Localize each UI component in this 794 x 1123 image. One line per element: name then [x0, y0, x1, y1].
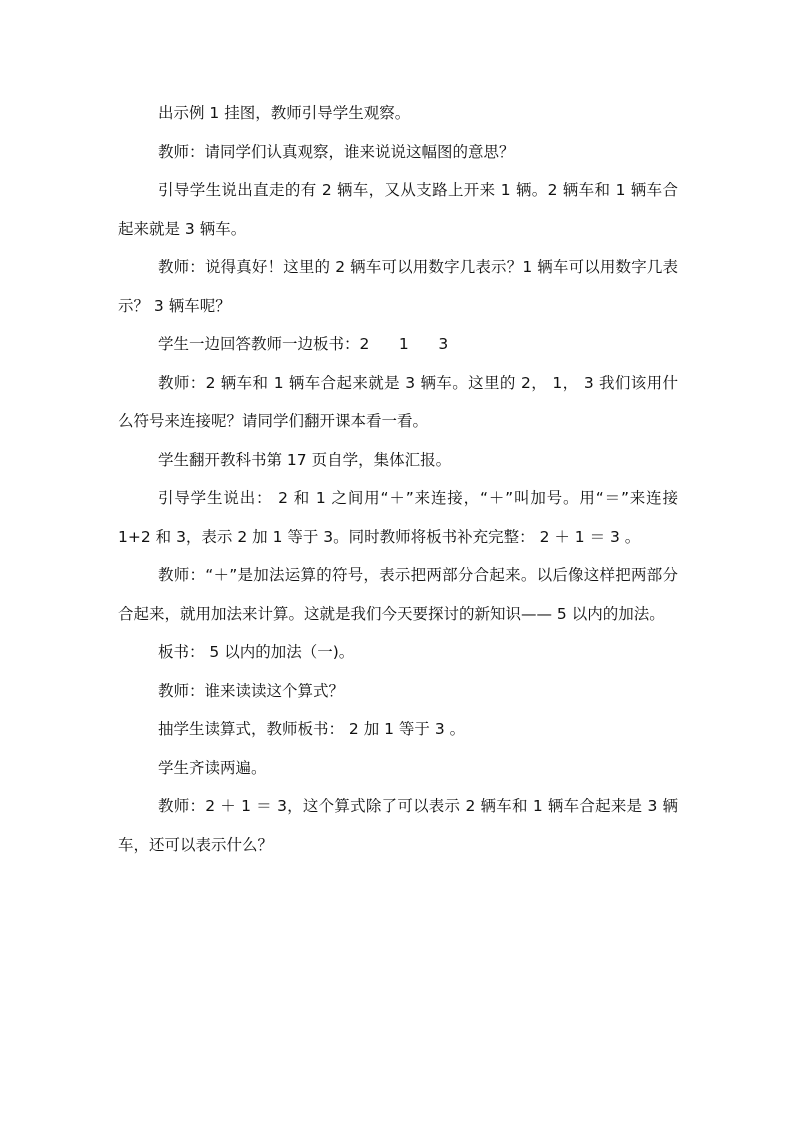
paragraph-7: 学生翻开教科书第 17 页自学，集体汇报。 — [158, 450, 452, 469]
document-body — [118, 94, 683, 864]
paragraph-1: 出示例 1 挂图，教师引导学生观察。 — [158, 104, 411, 122]
paragraph-6: 教师：2 辆车和 1 辆车合起来就是 3 辆车。这里的 2， 1， 3 我们该用什么符号来连接呢？请同学们翻开课本看一看。 — [118, 373, 678, 430]
paragraph-8: 引导学生说出： 2 和 1 之间用“＋”来连接，“＋”叫加号。用“＝”来连接 1+2 和 3，表示 2 加 1 等于 3。同时教师将板书补充完整： 2 ＋ 1 ＝ 3 。 — [118, 489, 683, 546]
paragraph-4: 教师：说得真好！这里的 2 辆车可以用数字几表示？1 辆车可以用数字几表示？ 3 辆车呢？ — [118, 258, 678, 315]
paragraph-14: 教师：2 ＋ 1 ＝ 3，这个算式除了可以表示 2 辆车和 1 辆车合起来是 3 辆车，还可以表示什么？ — [118, 797, 678, 854]
paragraph-13: 学生齐读两遍。 — [158, 758, 267, 777]
paragraph-10: 板书： 5 以内的加法（一)。 — [158, 643, 355, 661]
paragraph-11: 教师：谁来读读这个算式？ — [158, 681, 345, 700]
paragraph-5: 学生一边回答教师一边板书：2 1 3 — [158, 335, 449, 353]
paragraph-9: 教师：“＋”是加法运算的符号，表示把两部分合起来。以后像这样把两部分合起来，就用加法来计算。这就是我们今天要探讨的新知识—— 5 以内的加法。 — [118, 566, 678, 623]
paragraph-3: 引导学生说出直走的有 2 辆车，又从支路上开来 1 辆。2 辆车和 1 辆车合起来就是 3 辆车。 — [118, 181, 678, 238]
paragraph-2: 教师：请同学们认真观察，谁来说说这幅图的意思？ — [158, 142, 515, 161]
paragraph-12: 抽学生读算式，教师板书： 2 加 1 等于 3 。 — [158, 720, 466, 738]
